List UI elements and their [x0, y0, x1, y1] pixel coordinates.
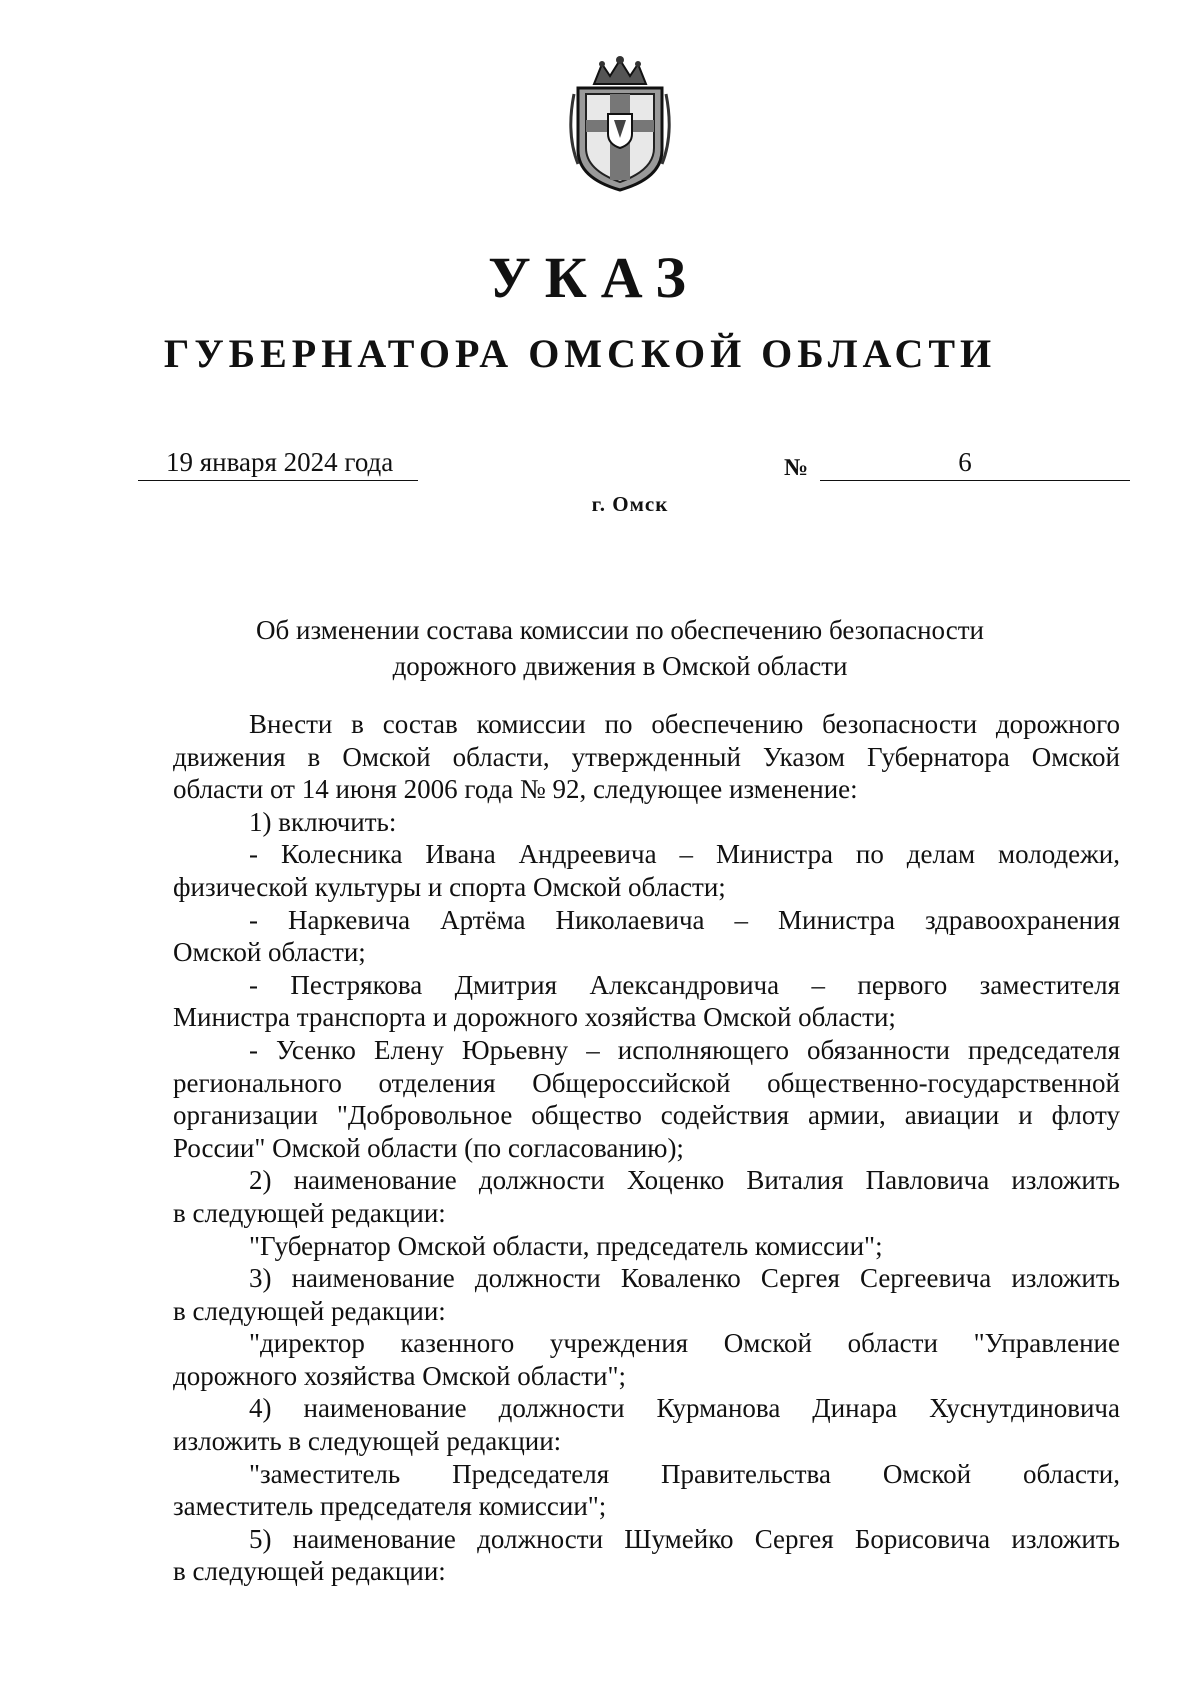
document-subject — [120, 612, 1120, 684]
body-line: области от 14 июня 2006 года № 92, следующее изменение: — [173, 774, 858, 805]
body-line: 3) наименование должности Коваленко Сергея Сергеевича изложить — [249, 1263, 1120, 1294]
body-line: - Колесника Ивана Андреевича – Министра по делам молодежи, — [249, 839, 1120, 870]
body-line: изложить в следующей редакции: — [173, 1426, 562, 1457]
body-line: Омской области; — [173, 937, 366, 968]
body-line: России" Омской области (по согласованию); — [173, 1132, 684, 1163]
body-line: организации "Добровольное общество содействия армии, авиации и флоту — [173, 1100, 1120, 1131]
body-line: 2) наименование должности Хоценко Виталия Павловича изложить — [249, 1165, 1120, 1196]
document-title: УКАЗ — [488, 245, 700, 310]
body-line: Министра транспорта и дорожного хозяйства Омской области; — [173, 1002, 896, 1033]
body-line: в следующей редакции: — [173, 1197, 446, 1228]
body-line: "заместитель Председателя Правительства Омской области, — [249, 1458, 1120, 1489]
document-subtitle: ГУБЕРНАТОРА ОМСКОЙ ОБЛАСТИ — [163, 331, 997, 376]
body-line: в следующей редакции: — [173, 1556, 446, 1587]
body-line: физической культуры и спорта Омской области; — [173, 871, 726, 902]
omsk-coat-of-arms-emblem — [564, 54, 676, 194]
body-line: Внести в состав комиссии по обеспечению безопасности дорожного — [249, 709, 1120, 739]
body-line: 4) наименование должности Курманова Динара Хуснутдиновича — [249, 1393, 1120, 1424]
subject-line: дорожного движения в Омской области — [392, 651, 848, 681]
body-line: 1) включить: — [249, 806, 397, 837]
number-label: № — [784, 455, 809, 481]
body-line: дорожного хозяйства Омской области"; — [173, 1360, 627, 1391]
body-line: - Наркевича Артёма Николаевича – Министра здравоохранения — [249, 904, 1120, 935]
document-body — [173, 708, 1120, 1588]
body-line: в следующей редакции: — [173, 1295, 446, 1326]
body-line: движения в Омской области, утвержденный Указом Губернатора Омской — [173, 741, 1120, 772]
document-number: 6 — [820, 444, 1130, 481]
body-line: заместитель председателя комиссии"; — [173, 1491, 607, 1522]
document-date: 19 января 2024 года — [138, 444, 418, 481]
body-line: "Губернатор Омской области, председатель комиссии"; — [249, 1230, 883, 1261]
document-city: г. Омск — [591, 492, 669, 516]
body-line: - Усенко Елену Юрьевну – исполняющего обязанности председателя — [249, 1034, 1120, 1065]
body-line: - Пестрякова Дмитрия Александровича – первого заместителя — [249, 969, 1120, 1000]
body-line: 5) наименование должности Шумейко Сергея Борисовича изложить — [249, 1523, 1120, 1554]
body-line: регионального отделения Общероссийской общественно-государственной — [173, 1067, 1120, 1098]
subject-line: Об изменении состава комиссии по обеспечению безопасности — [256, 615, 984, 645]
body-line: "директор казенного учреждения Омской области "Управление — [249, 1328, 1120, 1359]
